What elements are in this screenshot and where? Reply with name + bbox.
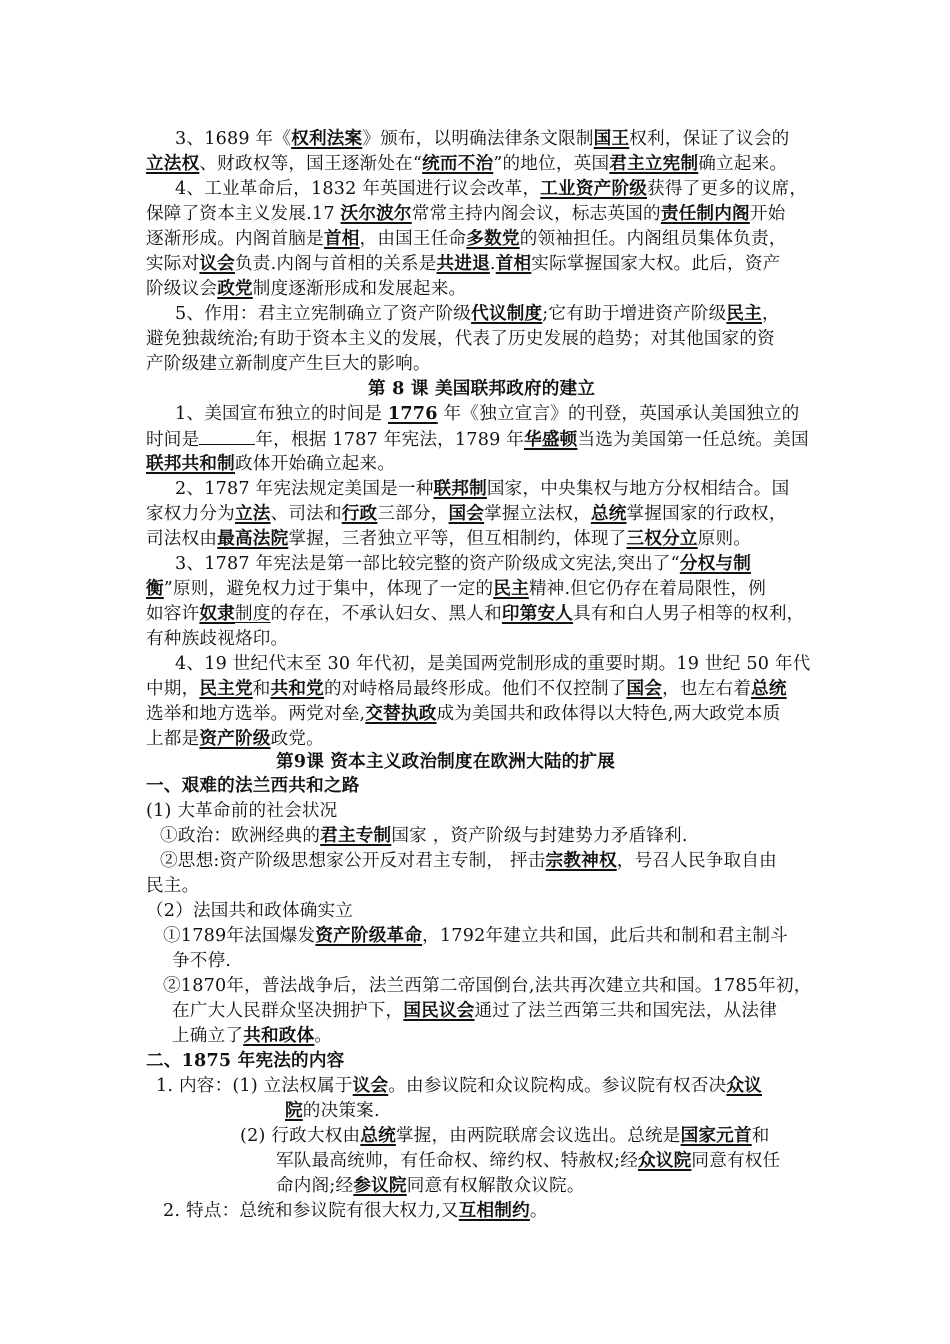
key-term: 华盛顿 <box>524 429 578 450</box>
text-segment: 》颁布，以明确法律条文限制 <box>362 129 594 149</box>
text-segment: 保障了资本主义发展.17 <box>146 204 341 224</box>
text-line <box>276 1149 780 1173</box>
key-term: 分权与制 <box>679 553 751 574</box>
text-segment: 权利，保证了议会的 <box>629 129 790 149</box>
text-line <box>160 849 777 873</box>
text-segment: 政体开始确立起来。 <box>234 454 396 474</box>
subheading: （2）法国共和政体确实立 <box>146 901 354 921</box>
text-segment: 年《独立宣言》的刊登，英国承认美国独立的 <box>437 404 800 424</box>
text-segment: ，号召人民争取自由 <box>616 851 777 871</box>
text-segment: 掌握立法权， <box>484 504 591 524</box>
text-line <box>276 1174 585 1198</box>
subheading: (1) 大革命前的社会状况 <box>146 801 338 821</box>
text-line <box>172 999 777 1023</box>
text-segment: 上都是 <box>146 729 200 749</box>
key-term: 众议院 <box>638 1150 692 1171</box>
text-segment: 年，根据 1787 年宪法，1789 年 <box>255 430 525 450</box>
key-term: 首相 <box>495 253 532 274</box>
text-segment: 掌握国家的行政权， <box>626 504 787 524</box>
text-line <box>156 1074 762 1098</box>
text-segment: 常常主持内阁会议，标志英国的 <box>411 204 661 224</box>
text-segment: 国家，中央集权与地方分权相结合。国 <box>486 479 790 499</box>
text-segment: 和 <box>252 679 271 699</box>
text-segment: 阶级议会 <box>146 279 218 299</box>
text-segment: 具有和白人男子相等的权利， <box>573 604 805 624</box>
key-term: 国会 <box>626 678 663 699</box>
text-segment: 3、1787 年宪法是第一部比较完整的资产阶级成文宪法,突出了“ <box>175 554 680 574</box>
text-segment: 同意有权任 <box>691 1151 781 1171</box>
key-term: 立法权 <box>146 153 200 174</box>
text-line <box>175 177 807 201</box>
key-term: 议会 <box>352 1075 389 1096</box>
text-line <box>146 502 787 526</box>
key-term: 联邦制 <box>433 478 487 499</box>
text-line <box>240 1124 770 1148</box>
text-segment: 通过了法兰西第三共和国宪法，从法律 <box>474 1001 778 1021</box>
text-segment: 。 <box>314 1026 333 1046</box>
text-segment: 三部分， <box>377 504 449 524</box>
text-segment: 的领袖担任。内阁组员集体负责， <box>519 229 787 249</box>
key-term: 代议制度 <box>471 303 543 324</box>
text-line <box>146 252 780 276</box>
section-heading: 二、1875 年宪法的内容 <box>146 1050 345 1071</box>
text-segment: ，1792年建立共和国，此后共和制和君主制斗 <box>422 926 788 946</box>
text-segment: 国家 ，资产阶级与封建势力矛盾锋利. <box>391 826 688 846</box>
text-line: 民主。 <box>146 876 200 896</box>
text-line <box>160 824 688 848</box>
key-term: 沃尔波尔 <box>340 203 412 224</box>
text-line: 避免独裁统治;有助于资本主义的发展，代表了历史发展的趋势；对其他国家的资 <box>146 329 775 349</box>
key-term: 总统 <box>751 678 787 699</box>
text-segment: 实际掌握国家大权。此后，资产 <box>531 254 781 274</box>
text-line <box>175 552 751 576</box>
text-segment: 成为美国共和政体得以大特色,两大政党本质 <box>436 704 781 724</box>
key-term: 总统 <box>360 1125 396 1146</box>
text-segment: 3、1689 年《 <box>175 129 292 149</box>
text-segment: 实际对 <box>146 254 200 274</box>
text-segment: ①政治：欧洲经典的 <box>160 826 321 846</box>
key-term: 统而不治 <box>422 153 494 174</box>
text-line <box>175 127 789 151</box>
text-line <box>146 202 785 226</box>
text-segment: 命内阁;经 <box>276 1176 354 1196</box>
text-segment: 的存在，不承认妇女、黑人和 <box>270 604 502 624</box>
text-segment: 精神.但它仍存在着局限性，例 <box>528 579 766 599</box>
text-line: 争不停. <box>172 951 232 971</box>
key-term: 互相制约 <box>458 1200 530 1221</box>
key-term: 国王 <box>593 128 630 149</box>
text-segment: 负责.内阁与首相的关系是 <box>234 254 437 274</box>
text-line <box>146 277 466 301</box>
text-segment: ;它有助于增进资产阶级 <box>542 304 727 324</box>
text-line <box>146 727 324 751</box>
text-segment: ，由国王任命 <box>359 229 467 249</box>
text-segment: ”原则，避免权力过于集中，体现了一定的 <box>163 579 494 599</box>
key-term: 资产阶级革命 <box>315 925 423 946</box>
key-term: 工业资产阶级 <box>540 178 648 199</box>
text-segment: . <box>489 254 496 274</box>
key-term: 众议 <box>726 1075 762 1096</box>
text-segment: 当选为美国第一任总统。美国 <box>577 430 809 450</box>
key-term: 印第安人 <box>501 603 574 624</box>
section-title: 第 8 课 美国联邦政府的建立 <box>368 378 596 399</box>
text-segment: 时间是 <box>146 430 200 450</box>
key-term: 联邦共和制 <box>146 453 235 474</box>
text-line: 4、19 世纪代末至 30 年代初，是美国两党制形成的重要时期。19 世纪 50 年代 <box>175 654 811 674</box>
key-term: 君主立宪制 <box>609 153 699 174</box>
text-segment: 掌握，三者独立平等，但互相制约，体现了 <box>288 529 627 549</box>
key-term: 议会 <box>199 253 235 274</box>
key-term: 共和政体 <box>243 1025 315 1046</box>
key-term: 共和党 <box>270 678 324 699</box>
text-segment: ， <box>761 304 780 324</box>
text-line <box>146 152 787 176</box>
text-line <box>146 527 751 551</box>
text-line <box>146 452 395 476</box>
key-term: 衡 <box>146 578 164 599</box>
text-segment: ”的地位，英国 <box>493 154 610 174</box>
text-line <box>146 577 766 601</box>
text-segment: 选举和地方选举。两党对垒, <box>146 704 366 724</box>
key-term: 君主专制 <box>320 825 392 846</box>
key-term: 民主党 <box>199 678 253 699</box>
text-line <box>285 1099 380 1123</box>
key-term: 1776 <box>387 403 438 424</box>
text-segment: 司法权由 <box>146 529 218 549</box>
text-line: ②1870年，普法战争后，法兰西第二帝国倒台,法共再次建立共和国。1785年初， <box>163 976 812 996</box>
text-segment: 。 <box>529 1201 548 1221</box>
key-term: 奴隶 <box>199 603 235 624</box>
key-term: 院 <box>285 1100 303 1121</box>
key-term: 立法 <box>234 503 271 524</box>
text-segment: 、财政权等，国王逐渐处在“ <box>199 154 423 174</box>
text-segment: 2、1787 年宪法规定美国是一种 <box>175 479 434 499</box>
key-term: 民主 <box>726 303 762 324</box>
text-segment: 的决策案. <box>302 1101 380 1121</box>
section-title: 第9课 资本主义政治制度在欧洲大陆的扩展 <box>276 751 616 772</box>
key-term: 国民议会 <box>403 1000 475 1021</box>
key-term: 参议院 <box>353 1175 407 1196</box>
fill-blank <box>199 427 255 445</box>
key-term: 多数党 <box>466 228 520 249</box>
key-term: 政党 <box>217 278 253 299</box>
key-term: 总统 <box>590 503 627 524</box>
text-segment: ，也左右着 <box>662 679 752 699</box>
text-segment: 逐渐形成。内阁首脑是 <box>146 229 324 249</box>
text-segment: 在广大人民群众坚决拥护下， <box>172 1001 404 1021</box>
text-segment: 掌握，由两院联席会议选出。总统是 <box>395 1126 681 1146</box>
text-segment: 4、工业革命后，1832 年英国进行议会改革， <box>175 179 541 199</box>
text-segment: 上确立了 <box>172 1026 244 1046</box>
text-line <box>172 1024 332 1048</box>
text-segment: 政党。 <box>270 729 324 749</box>
key-term: 宗教神权 <box>545 850 617 871</box>
key-term: 国会 <box>448 503 485 524</box>
text-segment: 1. 内容：(1) 立法权属于 <box>156 1076 353 1096</box>
section-heading: 一、艰难的法兰西共和之路 <box>146 775 360 796</box>
text-segment: 1、美国宣布独立的时间是 <box>175 404 388 424</box>
text-line <box>146 602 804 626</box>
key-term: 资产阶级 <box>199 728 271 749</box>
text-segment: 同意有权解散众议院。 <box>406 1176 585 1196</box>
text-segment: 开始 <box>749 204 786 224</box>
text-line <box>146 677 787 701</box>
text-segment: 的对峙格局最终形成。他们不仅控制了 <box>323 679 627 699</box>
key-term: 行政 <box>341 503 378 524</box>
text-segment: 和 <box>751 1126 770 1146</box>
text-line: 产阶级建立新制度产生巨大的影响。 <box>146 354 431 374</box>
text-line <box>146 227 787 251</box>
key-term: 共进退 <box>436 253 490 274</box>
text-segment: 如容许 <box>146 604 200 624</box>
key-term: 民主 <box>493 578 529 599</box>
key-term: 交替执政 <box>365 703 437 724</box>
text-line <box>163 1199 548 1223</box>
text-segment: 。由参议院和众议院构成。参议院有权否决 <box>388 1076 727 1096</box>
text-segment: 中期， <box>146 679 200 699</box>
text-segment: 5、作用：君主立宪制确立了资产阶级 <box>175 304 472 324</box>
text-segment: ①1789年法国爆发 <box>163 926 316 946</box>
text-segment: 制度逐渐形成和发展起来。 <box>252 279 467 299</box>
text-line <box>146 427 809 452</box>
text-segment: 军队最高统帅，有任命权、缔约权、特赦权;经 <box>276 1151 639 1171</box>
text-segment: 家权力分为 <box>146 504 235 524</box>
key-term: 权利法案 <box>291 128 363 149</box>
key-term: 制度 <box>234 604 271 624</box>
text-segment: 确立起来。 <box>698 154 788 174</box>
key-term: 最高法院 <box>217 528 289 549</box>
text-line <box>175 302 780 326</box>
text-segment: ②思想:资产阶级思想家公开反对君主专制， 抨击 <box>160 851 546 871</box>
key-term: 三权分立 <box>626 528 698 549</box>
text-line <box>146 702 780 726</box>
text-line: 有种族歧视烙印。 <box>146 629 289 649</box>
text-segment: 获得了更多的议席， <box>647 179 808 199</box>
key-term: 首相 <box>323 228 360 249</box>
text-line <box>163 924 788 948</box>
text-segment: 2. 特点：总统和参议院有很大权力,又 <box>163 1201 459 1221</box>
text-segment: 、司法和 <box>270 504 342 524</box>
text-line <box>175 402 799 426</box>
key-term: 国家元首 <box>680 1125 752 1146</box>
key-term: 责任制内阁 <box>660 203 750 224</box>
text-segment: (2) 行政大权由 <box>240 1126 361 1146</box>
text-line <box>175 477 789 501</box>
text-segment: 原则。 <box>697 529 752 549</box>
